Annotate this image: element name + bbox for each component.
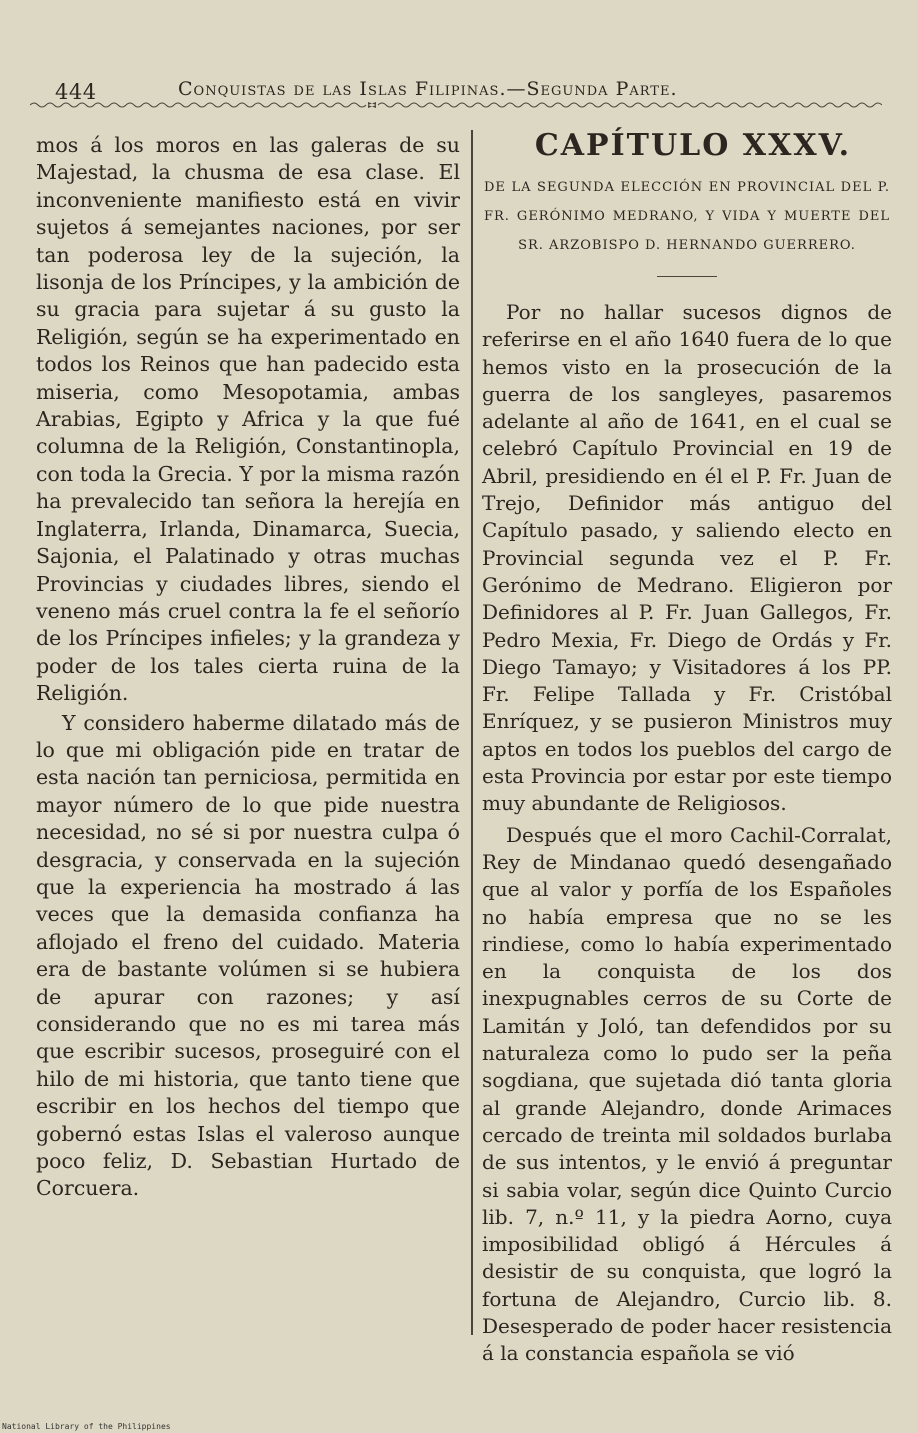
summary-rule: [657, 276, 717, 277]
left-column: [36, 132, 460, 1203]
right-paragraph-1: Por no hallar sucesos dignos de referirse en el año 1640 fuera de lo que hemos visto en la prosecución de la guerra de los sangleyes, pasaremos adelante al año de 1641, en el cual se celebró Capítulo Provincial en 19 de Abril, presidiendo en él el P. Fr. Juan de Trejo, Definidor más antiguo del Capítulo pasado, y saliendo electo en Provincial segunda vez el P. Fr. Gerónimo de Medrano. Eligieron por Definidores al P. Fr. Juan Gallegos, Fr. Pedro Mexia, Fr. Diego de Ordás y Fr. Diego Tamayo; y Visitadores á los PP. Fr. Felipe Tallada y Fr. Cristóbal Enríquez, y se pusieron Ministros muy aptos en todos los pueblos del cargo de esta Provincia por estar por este tiempo muy abundante de Religiosos.: [482, 300, 892, 816]
page-number: 444: [55, 80, 97, 104]
chapter-summary: DE LA SEGUNDA ELECCIÓN EN PROVINCIAL DEL P. FR. GERÓNIMO MEDRANO, Y VIDA Y MUERTE DEL SR. ARZOBISPO D. HERNANDO GUERRERO.: [484, 180, 890, 253]
footer-credit: National Library of the Philippines: [2, 1422, 171, 1431]
rule-ornament-icon: [368, 102, 376, 108]
right-body: [482, 299, 892, 1368]
chapter-title: CAPÍTULO XXXV.: [534, 128, 852, 163]
column-divider: [471, 130, 473, 1335]
left-paragraph-1: mos á los moros en las galeras de su Majestad, la chusma de esa clase. El inconveniente manifiesto está en vivir sujetos á semejantes naciones, por ser tan poderosa ley de la sujeción, la lisonja de los Príncipes, y la ambición de su gracia para sujetar á su gusto la Religión, según se ha experimentado en todos los Reinos que han padecido esta miseria, como Mesopotamia, ambas Arabias, Egipto y Africa y la que fué columna de la Religión, Constantinopla, con toda la Grecia. Y por la misma razón ha prevalecido tan señora la herejía en Inglaterra, Irlanda, Dinamarca, Suecia, Sajonia, el Palatinado y otras muchas Provincias y ciudades libres, siendo el veneno más cruel contra la fe el señorío de los Príncipes infieles; y la grandeza y poder de los tales cierta ruina de la Religión.: [36, 133, 460, 706]
left-paragraph-2: Y considero haberme dilatado más de lo que mi obligación pide en tratar de esta nación tan perniciosa, permitida en mayor número de lo que pide nuestra necesidad, no sé si por nuestra culpa ó desgracia, y conservada en la sujeción que la experiencia ha mostrado á las veces que la demasida confianza ha aflojado el freno del cuidado. Materia era de bastante volúmen si se hubiera de apurar con razones; y así considerando que no es mi tarea más que escribir sucesos, proseguiré con el hilo de mi historia, que tanto tiene que escribir en los hechos del tiempo que gobernó estas Islas el valeroso aunque poco feliz, D. Sebastian Hurtado de Corcuera.: [36, 710, 460, 1201]
right-paragraph-2: Después que el moro Cachil-Corralat, Rey de Mindanao quedó desengañado que al valor y porfía de los Españoles no había empresa que no se les rindiese, como lo había experimentado en la conquista de los dos inexpugnables cerros de su Corte de Lamitán y Joló, tan defendidos por su naturaleza como lo pudo ser la peña sogdiana, que sujetada dió tanta gloria al grande Alejandro, donde Arimaces cercado de treinta mil soldados burlaba de sus intentos, y le envió á preguntar si sabia volar, según dice Quinto Curcio lib. 7, n.º 11, y la piedra Aorno, cuya imposibilidad obligó á Hércules á desistir de su conquista, que logró la fortuna de Alejandro, Curcio lib. 8. Desesperado de poder hacer resistencia á la constancia española se vió: [482, 822, 892, 1366]
right-column: [482, 128, 892, 1368]
header-ornamental-rule: [30, 100, 882, 110]
running-title: Conquistas de las Islas Filipinas.—Segunda Parte.: [178, 78, 678, 100]
